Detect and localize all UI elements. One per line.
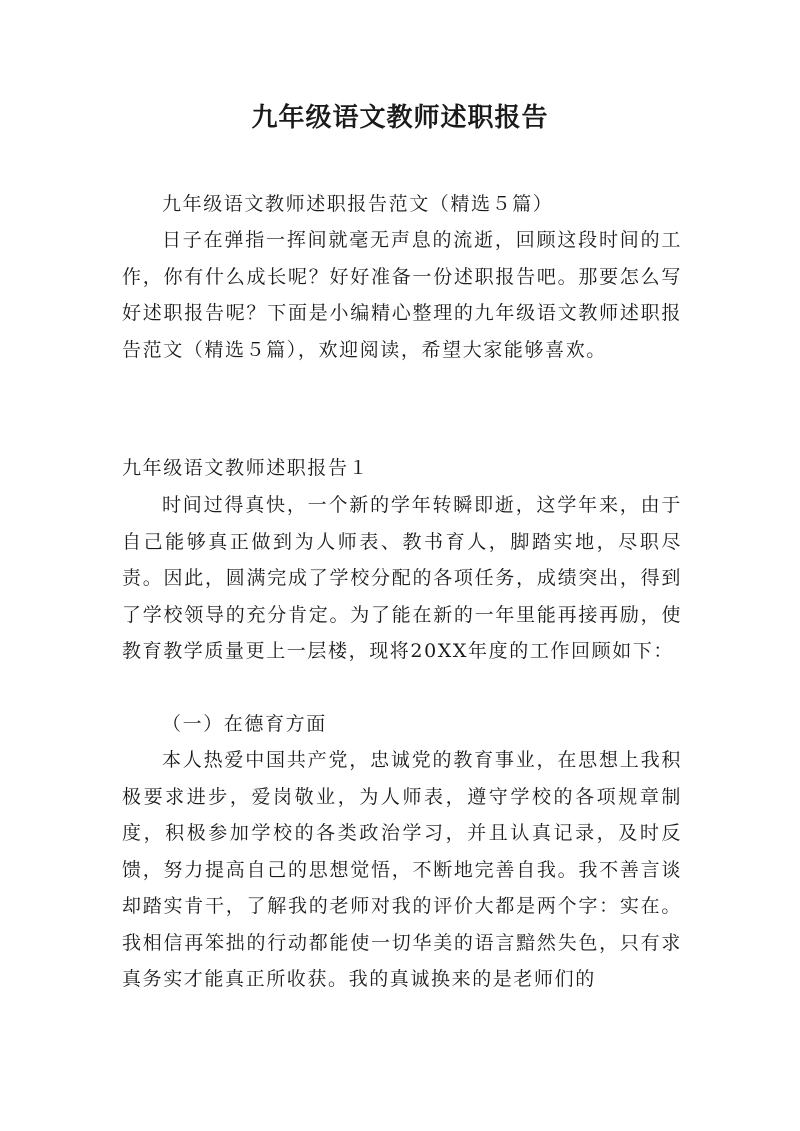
subsection-heading: （一）在德育方面 (162, 713, 327, 735)
body-paragraph-2: 本人热爱中国共产党，忠诚党的教育事业，在思想上我积极要求进步，爱岗敬业，为人师表，遵守学校的各项规章制度，积极参加学校的各类政治学习，并且认真记录，及时反馈，努力提高自己的思想觉悟，不断地完善自我。我不善言谈却踏实肯干，了解我的老师对我的评价大都是两个字：实在。我相信再笨拙的行动都能使一切华美的语言黯然失色，只有求真务实才能真正所收获。我的真诚换来的是老师们的 (122, 749, 682, 990)
document-subtitle: 九年级语文教师述职报告范文（精选５篇） (162, 193, 554, 215)
document-title: 九年级语文教师述职报告 (251, 103, 549, 133)
intro-paragraph: 日子在弹指一挥间就毫无声息的流逝，回顾这段时间的工作，你有什么成长呢？好好准备一份述职报告吧。那要怎么写好述职报告呢？下面是小编精心整理的九年级语文教师述职报告范文（精选５篇），欢迎阅读，希望大家能够喜欢。 (122, 229, 682, 361)
section-heading: 九年级语文教师述职报告１ (122, 457, 370, 479)
body-paragraph-1: 时间过得真快，一个新的学年转瞬即逝，这学年来，由于自己能够真正做到为人师表、教书育人，脚踏实地，尽职尽责。因此，圆满完成了学校分配的各项任务，成绩突出，得到了学校领导的充分肯定。为了能在新的一年里能再接再励，使教育教学质量更上一层楼，现将20XX年度的工作回顾如下： (122, 494, 682, 662)
